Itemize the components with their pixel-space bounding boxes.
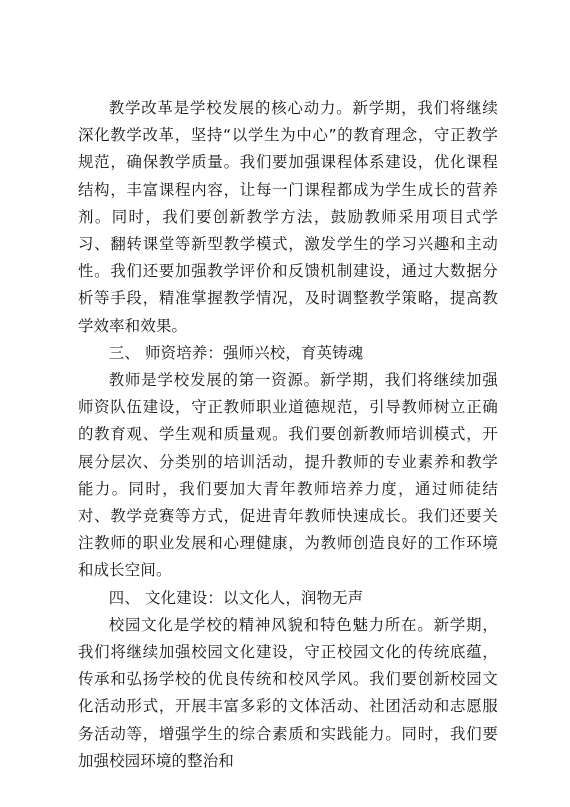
section-heading-culture-building: 四、 文化建设：以文化人，润物无声	[108, 588, 364, 607]
paragraph-culture-building: 校园文化是学校的精神风貌和特色魅力所在。新学期，我们将继续加强校园文化建设，守正校园文化的传统底蕴，传承和弘扬学校的优良传统和校风学风。我们要创新校园文化活动形式，开展丰富多彩的文体活动、社团活动和志愿服务活动等，增强学生的综合素质和实践能力。同时，我们要加强校园环境的整治和	[78, 615, 498, 770]
paragraph-teacher-training: 教师是学校发展的第一资源。新学期，我们将继续加强师资队伍建设，守正教师职业道德规范，引导教师树立正确的教育观、学生观和质量观。我们要创新教师培训模式，开展分层次、分类别的培训活动，提升教师的专业素养和教学能力。同时，我们要加大青年教师培养力度，通过师徒结对、教学竞赛等方式，促进青年教师快速成长。我们还要关注教师的职业发展和心理健康，为教师创造良好的工作环境和成长空间。	[78, 371, 498, 580]
paragraph-teaching-reform: 教学改革是学校发展的核心动力。新学期，我们将继续深化教学改革，坚持“以学生为中心”的教育理念，守正教学规范，确保教学质量。我们要加强课程体系建设，优化课程结构，丰富课程内容，让每一门课程都成为学生成长的营养剂。同时，我们要创新教学方法，鼓励教师采用项目式学习、翻转课堂等新型教学模式，激发学生的学习兴趣和主动性。我们还要加强教学评价和反馈机制建设，通过大数据分析等手段，精准掌握教学情况，及时调整教学策略，提高教学效率和效果。	[78, 99, 498, 335]
section-heading-teacher-training: 三、 师资培养：强师兴校，育英铸魂	[108, 343, 364, 362]
document-body	[78, 95, 498, 775]
